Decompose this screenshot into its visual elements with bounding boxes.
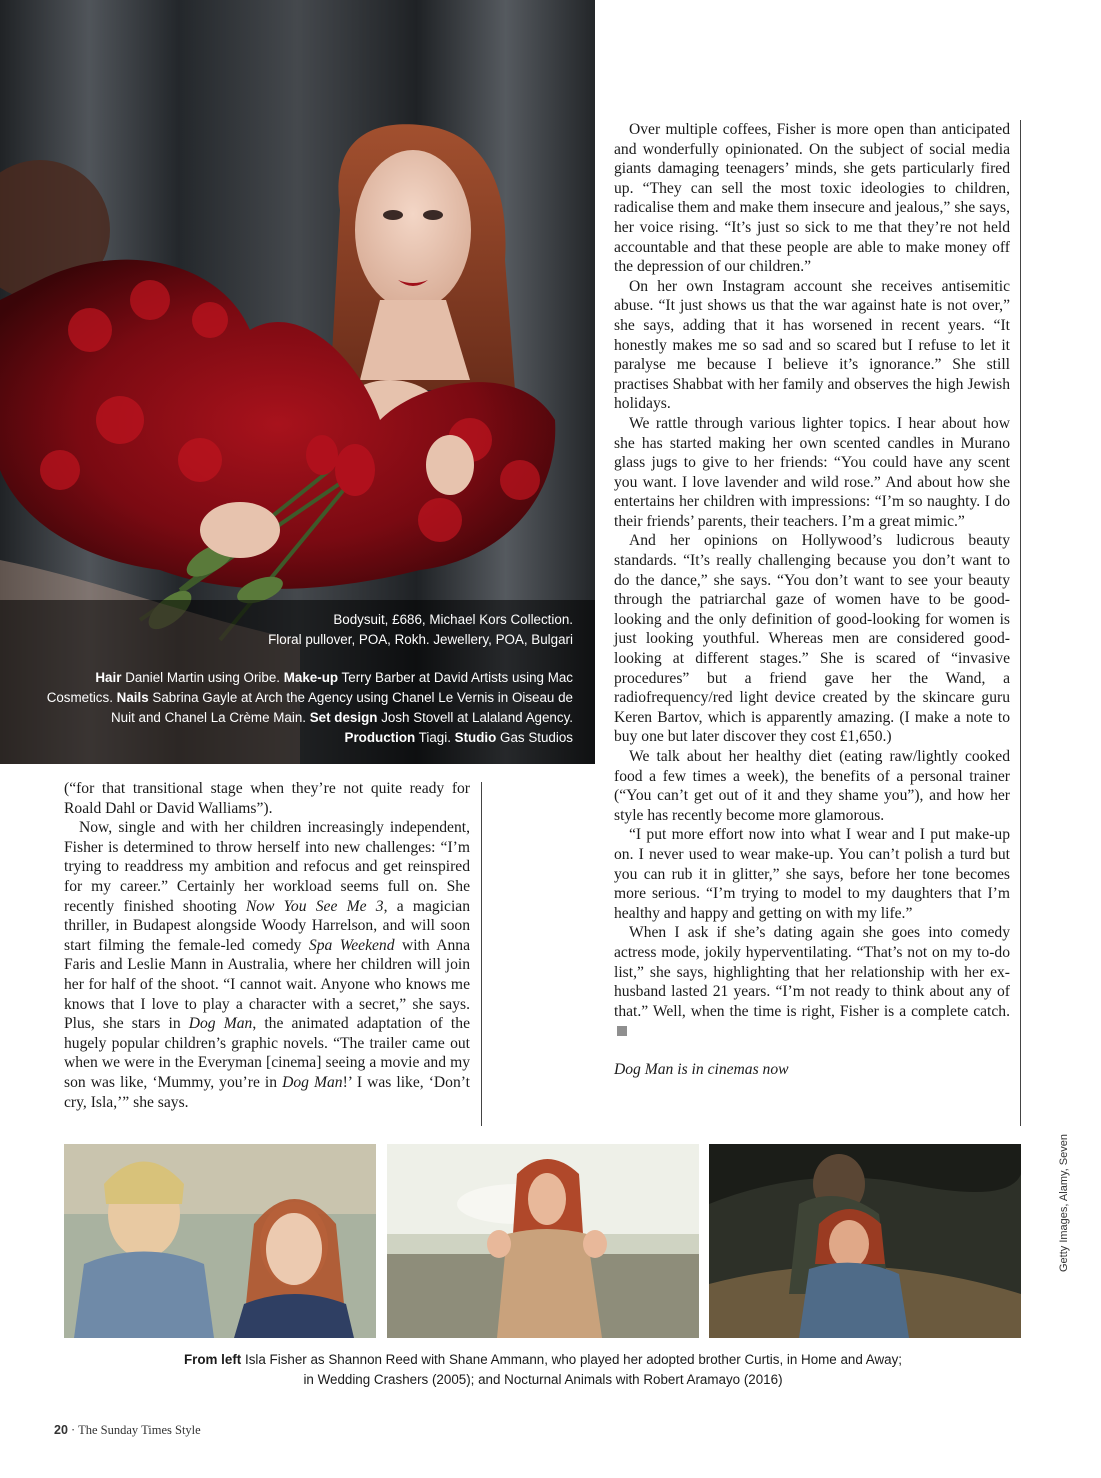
article-text: When I ask if she’s dating again she goes into comedy actress mode, jokily hyperventilating. “That’s not on my to-do list,” she says, highlighting that her relationship with her ex-husband lasted 21 years. “I’m not ready to think about any of that.” Well, when the time is right, Fisher is a complete catch. (614, 924, 1010, 1020)
end-mark-icon (617, 1026, 627, 1036)
tagline (614, 1060, 1010, 1080)
outfit-caption-line: Floral pullover, POA, Rokh. Jewellery, POA, Bulgari (268, 632, 573, 647)
hero-photo (0, 0, 595, 764)
article-right-column (614, 120, 1010, 1080)
photo-home-and-away (64, 1144, 376, 1338)
credit-makeup: Terry Barber at David Artists using Mac Cosmetics. (46, 670, 573, 705)
article-text: , the animated adaptation of the hugely popular children’s graphic novels. “The trailer came out when we were in the Everyman [cinema] seeing a movie and my son was like, ‘Mummy, you’re in (64, 1015, 470, 1091)
page-number: 20 (54, 1423, 68, 1437)
article-text: with Anna Faris and Leslie Mann in Australia, where her children will join her for half of the shoot. “I cannot wait. Anyone who knows me knows that I love to play a character with a secret,” she says. Plus, she stars in (64, 936, 470, 1033)
publication-name: The Sunday Times Style (78, 1423, 201, 1437)
film-title: Spa Weekend (308, 936, 395, 954)
film-title: Dog Man (282, 1073, 343, 1091)
article-paragraph: On her own Instagram account she receives antisemitic abuse. “It just shows us that the war against hate is not over,” she says, adding that it has worsened in recent years. “It honestly makes me so sad and so scared but I refuse to let it paralyse me because I believe it’s ignorance.” She still practises Shabbat with her family and observes the high Jewish holidays. (614, 277, 1010, 413)
caption-line: in Wedding Crashers (2005); and Nocturnal Animals with Robert Aramayo (2016) (303, 1372, 783, 1387)
article-left-column (64, 779, 470, 1112)
credit-label-hair: Hair (95, 670, 122, 685)
article-text: , a magician thriller, in Budapest alongside Woody Harrelson, and will soon start filming the female-led comedy (64, 897, 470, 954)
film-title: Now You See Me 3 (245, 897, 384, 915)
article-paragraph: “I put more effort now into what I wear and I put make-up on. I never used to wear make-up. You can’t polish a turd but you can rub it in glitter,” she says, before her tone becomes more serious. “I’m trying to model to my daughters that I’m healthy and happy and getting on with my life.” (614, 826, 1010, 922)
outfit-caption-line: Bodysuit, £686, Michael Kors Collection. (333, 612, 573, 627)
credit-production: Tiagi. (418, 730, 451, 745)
article-paragraph (64, 818, 470, 1112)
page-footer (54, 1423, 201, 1438)
article-text: !’ I was like, ‘Don’t cry, Isla,’” she says. (64, 1073, 470, 1111)
bottom-photo-caption (64, 1350, 1022, 1390)
photo-wedding-crashers (387, 1144, 699, 1338)
credit-label-makeup: Make-up (283, 670, 339, 685)
hero-outfit-caption (268, 610, 573, 650)
photo-nocturnal-animals (709, 1144, 1021, 1338)
folio-separator: · (71, 1423, 76, 1437)
caption-line (64, 1350, 1022, 1370)
article-paragraph (614, 923, 1010, 1041)
caption-label: From left (183, 1352, 242, 1367)
article-paragraph: And her opinions on Hollywood’s ludicrous beauty standards. “It’s really challenging because you don’t want to do the dance,” she says. “You don’t want to see your beauty through the patriarchal gaze of women have to be good-looking and the only definition of good-looking for women is just looking youthful. Whereas men are considered good-looking at different stages.” She is scared of “invasive procedures” but a friend gave her the Wand, a radiofrequency/red light device created by the skincare guru Keren Bartov, which is apparently amazing. (I make a note to buy one but later discover they cost £1,650.) (614, 532, 1010, 746)
caption-text: Isla Fisher as Shannon Reed with Shane Ammann, who played her adopted brother Curtis, in Home and Away; (245, 1352, 903, 1367)
article-text: Now, single and with her children increasingly independent, Fisher is determined to throw herself into new challenges: “I’m trying to readdress my ambition and refocus and get reinspired for my career.” Certainly her workload seems full on. She recently finished shooting (64, 819, 470, 915)
article-paragraph: We talk about her healthy diet (eating raw/lightly cooked food a few times a week), the benefits of a personal trainer (“You can’t get out of it and they shame you”), and how her style has recently become more glamorous. (614, 748, 1010, 824)
hero-production-credits (43, 668, 573, 748)
column-divider (481, 782, 482, 1126)
photo-nocturnal-animals-illustration (709, 1144, 1021, 1338)
article-paragraph: (“for that transitional stage when they’re not quite ready for Roald Dahl or David Walliams”). (64, 780, 470, 817)
credit-label-nails: Nails (116, 690, 149, 705)
credit-label-studio: Studio (454, 730, 497, 745)
credit-studio: Gas Studios (500, 730, 573, 745)
photo-credit: Getty Images, Alamy, Seven (1058, 1134, 1070, 1272)
credit-label-production: Production (344, 730, 416, 745)
credit-nails: Sabrina Gayle at Arch the Agency using Chanel Le Vernis in Oiseau de Nuit and Chanel La Crème Main. (110, 690, 573, 725)
article-paragraph: We rattle through various lighter topics. I hear about how she has started making her own scented candles in Murano glass jugs to give to her friends: “You could have any scent you want. I love lavender and wild rose.” And about how she entertains her children with impressions: “I’m so naughty. I do their friends’ parents, their teachers. I’m a great mimic.” (614, 414, 1010, 530)
film-title: Dog Man (188, 1015, 253, 1033)
credit-label-set: Set design (309, 710, 378, 725)
photo-home-and-away-illustration (64, 1144, 376, 1338)
credit-hair: Daniel Martin using Oribe. (125, 670, 280, 685)
article-paragraph: Over multiple coffees, Fisher is more open than anticipated and wonderfully opinionated. On the subject of social media giants damaging teenagers’ minds, she gets particularly fired up. “They can sell the most toxic ideologies to children, radicalise them and make them insecure and jealous,” she says, her voice rising. “It’s just so sick to me that they’re not held accountable and that these people are able to make money off the depression of our children.” (614, 121, 1010, 276)
column-divider (1020, 120, 1021, 1126)
credit-set: Josh Stovell at Lalaland Agency. (381, 710, 573, 725)
photo-wedding-crashers-illustration (387, 1144, 699, 1338)
tagline-text: Dog Man is in cinemas now (614, 1060, 789, 1078)
